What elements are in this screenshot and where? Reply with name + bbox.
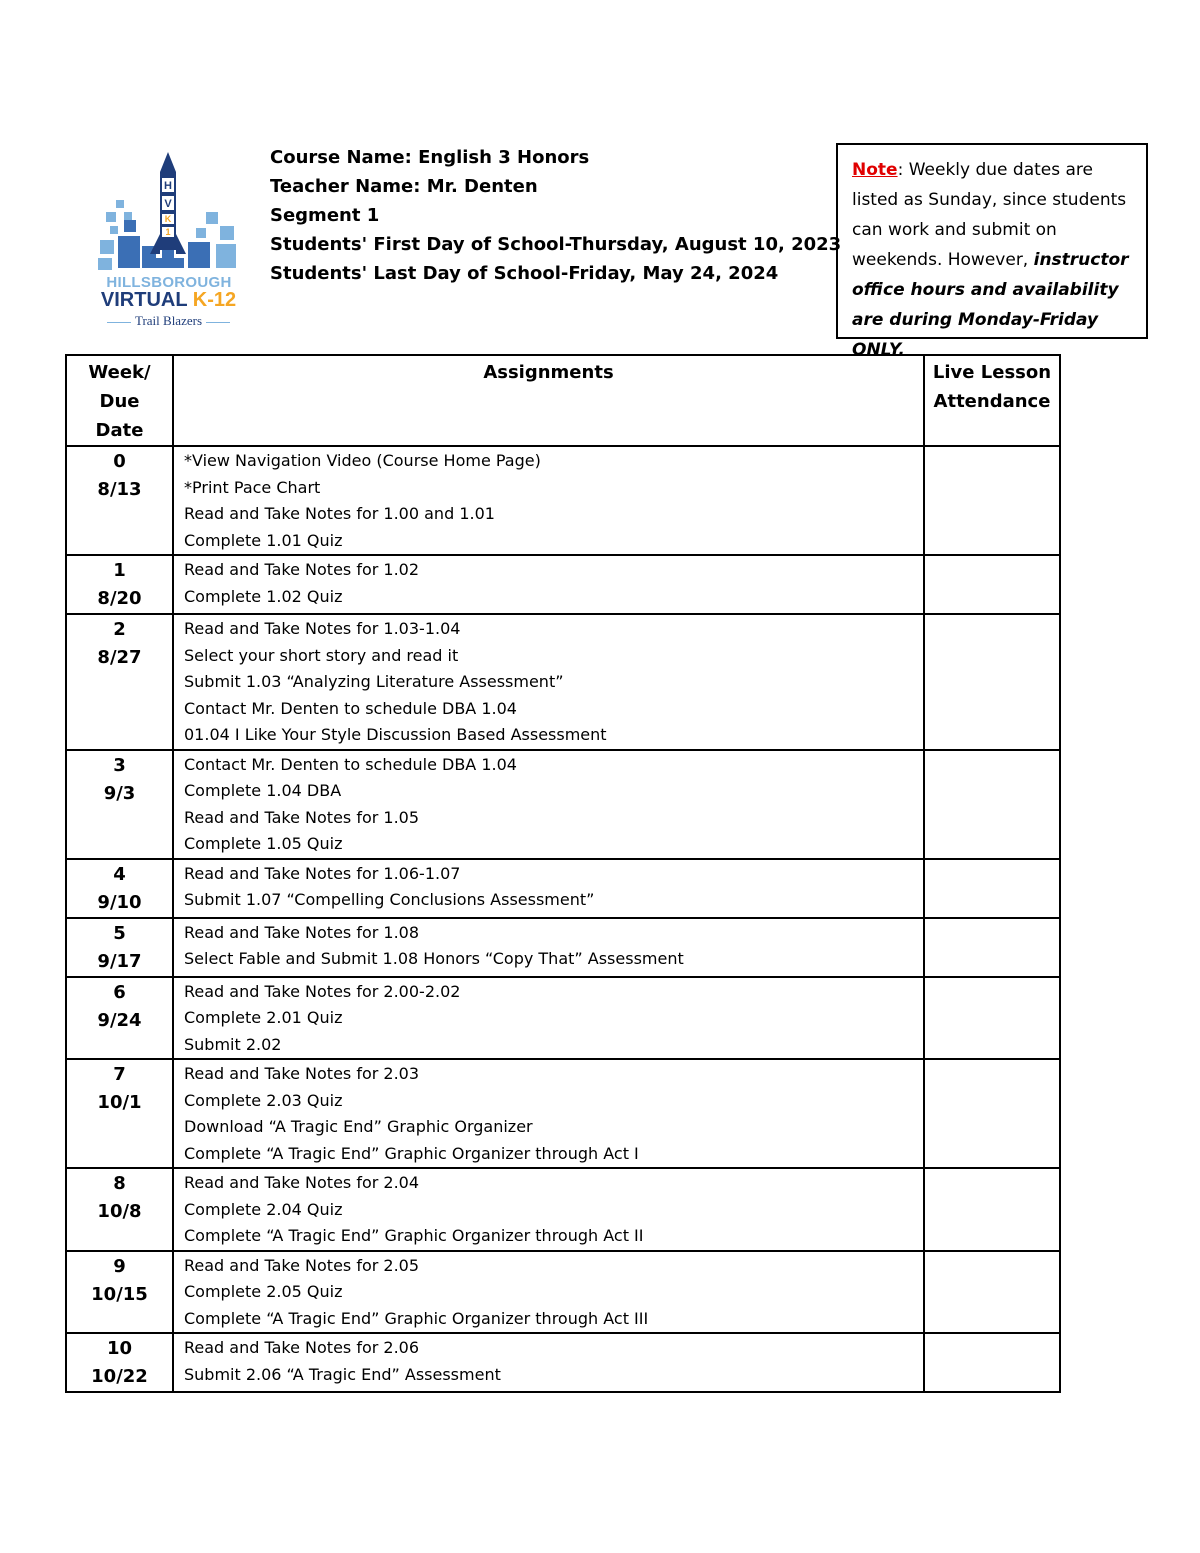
- attendance-cell[interactable]: [924, 750, 1060, 859]
- logo-tagline: [96, 313, 241, 329]
- assignment-item: Select your short story and read it: [184, 645, 459, 665]
- assignments-cell: [173, 555, 924, 614]
- table-row: [66, 859, 1060, 918]
- week-number: 9: [113, 1255, 126, 1277]
- assignments-cell: [173, 918, 924, 977]
- attendance-cell[interactable]: [924, 555, 1060, 614]
- assignment-item: Complete 2.01 Quiz: [184, 1008, 343, 1027]
- week-cell: [66, 1251, 173, 1334]
- logo-letter: 1: [165, 227, 171, 237]
- due-date: 10/1: [97, 1092, 142, 1113]
- header-week: [66, 355, 173, 446]
- assignment-item: Submit 2.06 “A Tragic End” Assessment: [184, 1364, 501, 1384]
- week-cell: [66, 1168, 173, 1251]
- first-day: Students' First Day of School-Thursday, August 10, 2023: [270, 234, 842, 255]
- assignment-item: Complete 1.01 Quiz: [184, 530, 343, 550]
- assignment-item: Download “A Tragic End” Graphic Organizer: [184, 1117, 533, 1136]
- week-cell: [66, 750, 173, 859]
- note-box: [836, 143, 1148, 360]
- header-live-line2: Attendance: [933, 391, 1051, 412]
- attendance-cell[interactable]: [924, 1168, 1060, 1251]
- assignments-cell: [173, 446, 924, 555]
- week-number: 8: [113, 1173, 126, 1194]
- week-cell: [66, 859, 173, 918]
- assignment-item: 01.04 I Like Your Style Discussion Based Assessment: [184, 725, 607, 744]
- assignment-item: Select Fable and Submit 1.08 Honors “Copy That” Assessment: [184, 949, 684, 968]
- assignments-cell: [173, 614, 924, 750]
- logo-letter: H: [164, 180, 172, 192]
- assignment-item: Complete “A Tragic End” Graphic Organizer through Act III: [184, 1308, 649, 1328]
- table-row: [66, 918, 1060, 977]
- due-date: 10/8: [97, 1201, 142, 1222]
- table-row: [66, 446, 1060, 555]
- assignment-item: Submit 1.03 “Analyzing Literature Assessment”: [184, 672, 564, 691]
- due-date: 9/17: [97, 950, 142, 972]
- note-label: Note: [852, 160, 898, 180]
- due-date: 8/13: [97, 479, 142, 500]
- assignment-item: Complete 1.04 DBA: [184, 781, 342, 800]
- assignment-item: Complete 1.05 Quiz: [184, 834, 343, 853]
- assignment-item: Read and Take Notes for 2.00-2.02: [184, 981, 461, 1001]
- due-date: 10/22: [91, 1366, 148, 1387]
- due-date: 8/27: [97, 647, 142, 668]
- table-row: [66, 1333, 1060, 1392]
- assignment-item: *View Navigation Video (Course Home Page): [184, 451, 541, 470]
- due-date: 10/15: [91, 1283, 148, 1305]
- header-live-line1: Live Lesson: [932, 362, 1052, 383]
- assignment-item: Read and Take Notes for 2.05: [184, 1255, 420, 1275]
- assignments-cell: [173, 1059, 924, 1168]
- course-name: Course Name: English 3 Honors: [270, 147, 590, 168]
- assignment-item: Read and Take Notes for 1.02: [184, 560, 420, 579]
- week-cell: [66, 977, 173, 1060]
- header-assignments: Assignments: [173, 355, 924, 446]
- assignments-cell: [173, 1333, 924, 1392]
- assignment-item: Submit 2.02: [184, 1034, 282, 1054]
- table-row: [66, 750, 1060, 859]
- table-row: [66, 1059, 1060, 1168]
- attendance-cell[interactable]: [924, 446, 1060, 555]
- attendance-cell[interactable]: [924, 918, 1060, 977]
- week-cell: [66, 1059, 173, 1168]
- due-date: 8/20: [97, 588, 142, 609]
- assignment-item: Complete “A Tragic End” Graphic Organizer through Act II: [184, 1226, 644, 1245]
- table-row: [66, 1251, 1060, 1334]
- attendance-cell[interactable]: [924, 1059, 1060, 1168]
- week-number: 10: [106, 1338, 133, 1359]
- header-live-lesson: [924, 355, 1060, 446]
- assignment-item: Read and Take Notes for 2.04: [184, 1173, 420, 1192]
- assignments-cell: [173, 859, 924, 918]
- due-date: 9/3: [103, 782, 136, 804]
- pace-chart-table: [65, 354, 1061, 1393]
- assignment-item: Complete “A Tragic End” Graphic Organizer through Act I: [184, 1143, 639, 1163]
- table-row: [66, 614, 1060, 750]
- assignments-cell: [173, 977, 924, 1060]
- week-number: 6: [113, 981, 126, 1003]
- logo-tagline-text: Trail Blazers: [134, 313, 203, 328]
- attendance-cell[interactable]: [924, 1251, 1060, 1334]
- week-number: 7: [113, 1064, 126, 1085]
- due-date: 9/10: [97, 891, 142, 913]
- assignment-item: Complete 2.05 Quiz: [184, 1282, 343, 1301]
- assignment-item: Complete 2.03 Quiz: [184, 1090, 343, 1110]
- assignment-item: Read and Take Notes for 1.06-1.07: [184, 863, 461, 883]
- week-cell: [66, 614, 173, 750]
- assignment-item: Complete 2.04 Quiz: [184, 1199, 343, 1219]
- week-cell: [66, 555, 173, 614]
- assignment-item: *Print Pace Chart: [184, 477, 321, 497]
- week-number: 5: [113, 922, 126, 944]
- assignments-cell: [173, 750, 924, 859]
- week-number: 1: [113, 560, 126, 581]
- logo-virtual: VIRTUAL: [100, 289, 193, 311]
- note-text: : Weekly due dates are listed as Sunday, since students can work and submit on weekends. However,: [852, 160, 1127, 270]
- week-cell: [66, 1333, 173, 1392]
- teacher-name: Teacher Name: Mr. Denten: [270, 176, 538, 197]
- last-day: Students' Last Day of School-Friday, May 24, 2024: [270, 263, 779, 284]
- week-number: 2: [113, 619, 126, 640]
- assignment-item: Read and Take Notes for 1.03-1.04: [184, 619, 461, 638]
- attendance-cell[interactable]: [924, 614, 1060, 750]
- table-row: [66, 1168, 1060, 1251]
- table-row: [66, 977, 1060, 1060]
- table-row: [66, 555, 1060, 614]
- attendance-cell[interactable]: [924, 977, 1060, 1060]
- segment: Segment 1: [270, 205, 380, 226]
- logo-letter: K: [164, 214, 172, 224]
- assignment-item: Complete 1.02 Quiz: [184, 586, 343, 606]
- course-header: [270, 143, 841, 288]
- header-week-line2: Due: [99, 391, 140, 412]
- pace-chart-body: [66, 446, 1060, 1392]
- assignment-item: Read and Take Notes for 1.00 and 1.01: [184, 504, 495, 523]
- week-cell: [66, 446, 173, 555]
- header-week-line1: Week/: [88, 362, 151, 383]
- assignment-item: Read and Take Notes for 1.05: [184, 807, 420, 827]
- week-number: 0: [113, 451, 126, 472]
- due-date: 9/24: [97, 1009, 142, 1031]
- header-week-line3: Date: [95, 420, 144, 441]
- assignments-cell: [173, 1251, 924, 1334]
- logo-wordmark-line1: HILLSBOROUGH: [106, 274, 232, 291]
- assignment-item: Contact Mr. Denten to schedule DBA 1.04: [184, 698, 517, 718]
- note-emphasis: instructor office hours and availability are during Monday-Friday ONLY.: [852, 250, 1129, 360]
- assignment-item: Read and Take Notes for 1.08: [184, 922, 420, 942]
- logo-wordmark-line2: [96, 289, 241, 312]
- assignment-item: Read and Take Notes for 2.03: [184, 1064, 420, 1083]
- attendance-cell[interactable]: [924, 1333, 1060, 1392]
- week-number: 3: [113, 754, 126, 776]
- assignment-item: Contact Mr. Denten to schedule DBA 1.04: [184, 754, 517, 774]
- assignment-item: Submit 1.07 “Compelling Conclusions Assessment”: [184, 890, 595, 909]
- week-cell: [66, 918, 173, 977]
- attendance-cell[interactable]: [924, 859, 1060, 918]
- week-number: 4: [113, 863, 126, 885]
- logo-k12: K-12: [192, 289, 237, 311]
- assignments-cell: [173, 1168, 924, 1251]
- logo-letter: V: [164, 198, 172, 210]
- assignment-item: Read and Take Notes for 2.06: [184, 1338, 420, 1357]
- table-header-row: [66, 355, 1060, 446]
